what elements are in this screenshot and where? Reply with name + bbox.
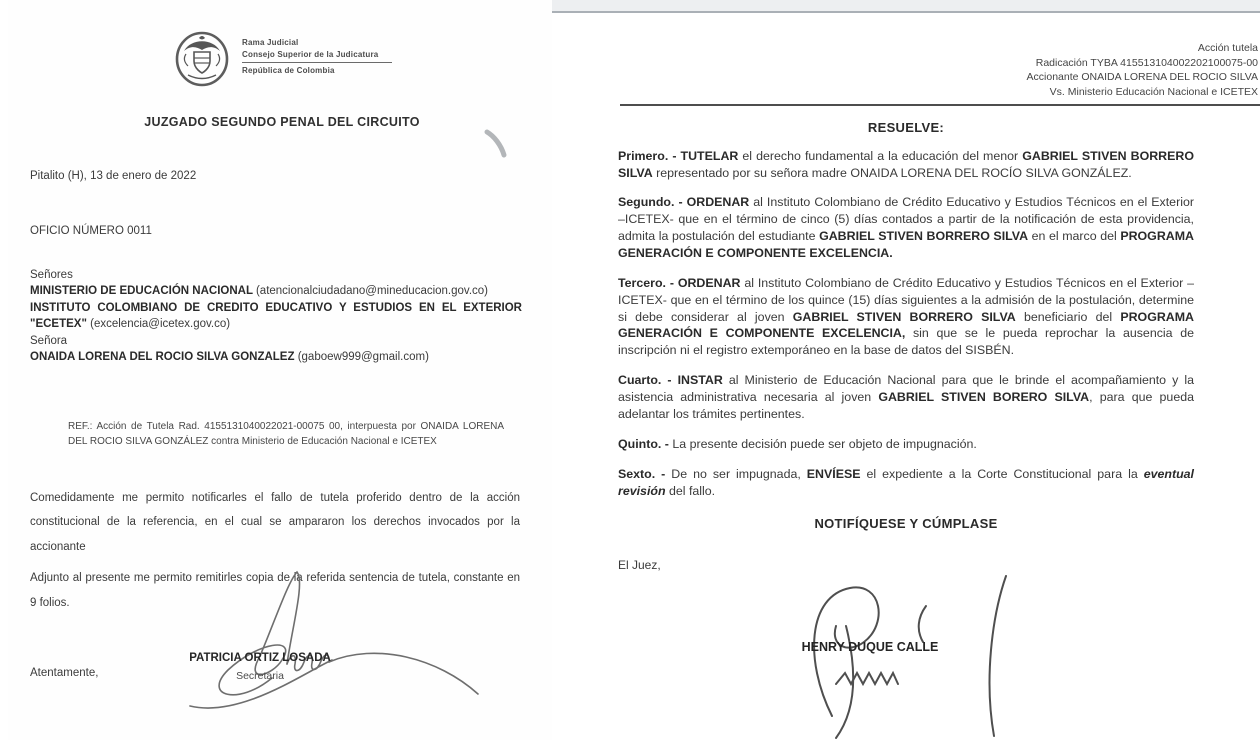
letterhead-line-3: República de Colombia — [242, 66, 335, 76]
letterhead — [174, 30, 556, 88]
case-header-line: Vs. Ministerio Educación Nacional e ICETEX — [1049, 86, 1258, 99]
recipient-line: ONAIDA LORENA DEL ROCIO SILVA GONZALEZ (gaboew999@gmail.com) — [30, 351, 429, 364]
oficio-number: OFICIO NÚMERO 0011 — [30, 225, 152, 237]
ruling-paragraph: Segundo. - ORDENAR al Instituto Colombiano de Crédito Educativo y Estudios Técnicos en el Exterior –ICETEX- que en el término de cinco (5) días contados a partir de la notificación de esta providencia, admita la postulación del estudiante GABRIEL STIVEN BORRERO SILVA en el marco del PROGRAMA GENERACIÓN E COMPONENTE EXCELENCIA. — [618, 195, 1194, 261]
ruling-paragraph: Primero. - TUTELAR el derecho fundamental a la educación del menor GABRIEL STIVEN BORRERO SILVA representado por su señora madre ONAIDA LORENA DEL ROCÍO SILVA GONZÁLEZ. — [618, 148, 1194, 180]
case-header — [620, 41, 1260, 106]
ruling-paragraph: Quinto. - La presente decisión puede ser objeto de impugnación. — [618, 436, 977, 451]
secretary-name: PATRICIA ORTIZ LOSADA — [189, 652, 331, 664]
body-paragraph: Adjunto al presente me permito remitirles copia de la referida sentencia de tutela, constante en 9 folios. — [30, 571, 520, 609]
pen-mark — [482, 128, 512, 162]
order-line: NOTIFÍQUESE Y CÚMPLASE — [814, 516, 998, 532]
page-left-oficio — [8, 0, 556, 740]
recipient-line: MINISTERIO DE EDUCACIÓN NACIONAL (atencionalciudadano@mineducacion.gov.co) — [30, 285, 488, 298]
judge-label: El Juez, — [618, 558, 661, 573]
letterhead-line-2: Consejo Superior de la Judicatura — [242, 49, 379, 59]
secretary-title: Secretaria — [236, 670, 284, 682]
letterhead-text — [242, 30, 392, 77]
judge-signature — [774, 568, 1044, 740]
ruling-paragraph: Sexto. - De no ser impugnada, ENVÍESE el expediente a la Corte Constitucional para la eventual revisión del fallo. — [618, 466, 1194, 498]
letterhead-line-1: Rama Judicial — [242, 38, 299, 47]
recipient-line: Señores — [30, 269, 73, 281]
ruling-content — [618, 120, 1194, 573]
closing-salutation: Atentamente, — [30, 667, 99, 680]
scan-edge-strip — [552, 0, 1260, 13]
case-header-line: Acción tutela — [1197, 42, 1258, 54]
page-right-resuelve — [552, 0, 1260, 740]
recipient-line: INSTITUTO COLOMBIANO DE CREDITO EDUCATIVO Y ESTUDIOS EN EL EXTERIOR "ECETEX" (excelencia@icetex.gov.co) — [30, 301, 522, 331]
recipients-block — [30, 267, 522, 366]
reference-block: REF.: Acción de Tutela Rad. 4155131040022021-00075 00, interpuesta por ONAIDA LORENA DEL ROCIO SILVA GONZÁLEZ contra Ministerio de Educación Nacional e ICETEX — [68, 420, 504, 448]
case-header-line: Radicación TYBA 415513104002202100075-00 — [1035, 56, 1258, 69]
body-paragraph: Comedidamente me permito notificarles el fallo de tutela proferido dentro de la acción constitucional de la referencia, en el cual se ampararon los derechos invocados por la accionante — [30, 491, 520, 554]
ruling-paragraph: Cuarto. - INSTAR al Ministerio de Educación Nacional para que le brinde el acompañamiento y la asistencia administrativa necesaria al joven GABRIEL STIVEN BORERO SILVA, para que pueda adelantar los trámites pertinentes. — [618, 373, 1194, 421]
recipient-line: Señora — [30, 334, 68, 347]
section-title: RESUELVE: — [867, 119, 945, 135]
coat-of-arms-seal-icon — [174, 30, 230, 88]
ruling-paragraph: Tercero. - ORDENAR al Instituto Colombiano de Crédito Educativo y Estudios Técnicos en el Exterior –ICETEX- que en el término de los quince (15) días siguientes a la admisión de la postulación, determine si debe considerar al joven GABRIEL STIVEN BORRERO SILVA beneficiario del PROGRAMA GENERACIÓN E COMPONENTE EXCELENCIA, sin que se le pueda reprochar la ausencia de inscripción ni el registro extemporáneo en la base de datos del SISBÉN. — [618, 275, 1194, 358]
case-header-line: Accionante ONAIDA LORENA DEL ROCIO SILVA — [1026, 71, 1258, 84]
date-line: Pitalito (H), 13 de enero de 2022 — [30, 170, 197, 182]
judge-name: HENRY DUQUE CALLE — [801, 640, 939, 654]
court-title: JUZGADO SEGUNDO PENAL DEL CIRCUITO — [144, 115, 420, 129]
